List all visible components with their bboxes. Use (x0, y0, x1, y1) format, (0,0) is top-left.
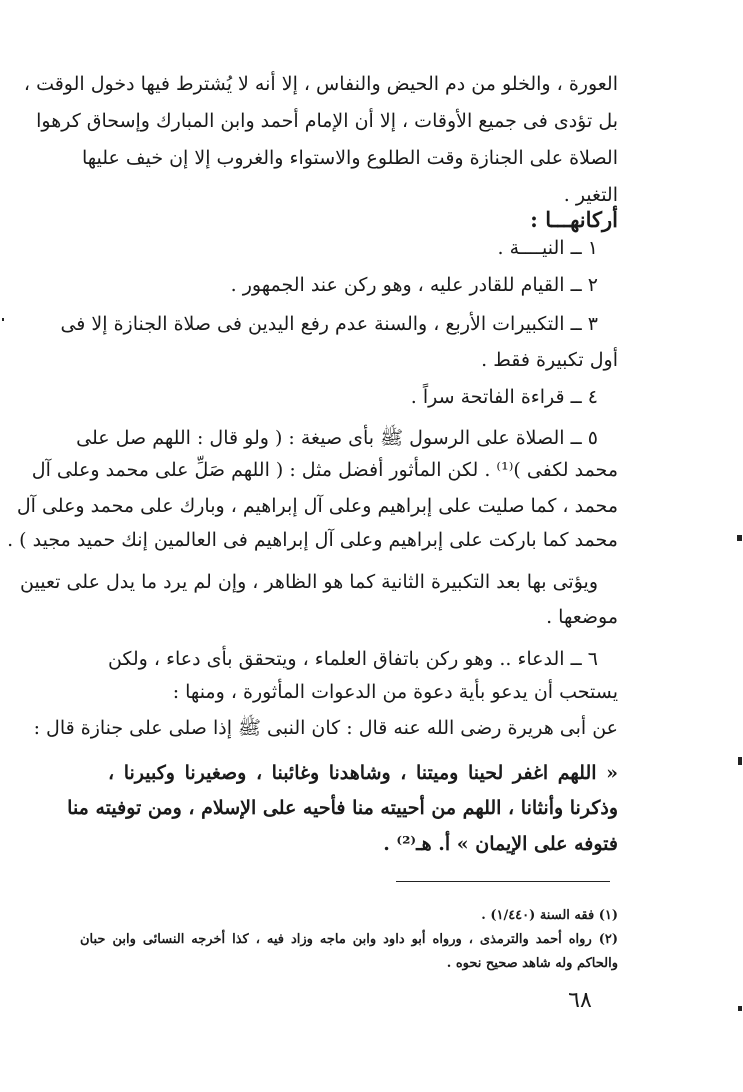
list-item: عن أبى هريرة رضى الله عنه قال : كان النبى ﷺ إذا صلى على جنازة قال : (33, 717, 618, 739)
list-item: موضعها . (546, 606, 618, 628)
scan-speck (737, 535, 742, 541)
list-item: ٤ ــ قراءة الفاتحة سراً . (410, 386, 598, 408)
section-heading: أركانهـــا : (530, 207, 618, 232)
footnote: (٢) رواه أحمد والترمذى ، ورواه أبو داود وابن ماجه وزاد فيه ، كذا أخرجه النسائى وابن حبان (80, 932, 618, 947)
footnote-divider (396, 881, 610, 882)
list-item: يستحب أن يدعو بأية دعوة من الدعوات المأثورة ، ومنها : (172, 681, 618, 703)
body-line: بل تؤدى فى جميع الأوقات ، إلا أن الإمام أحمد وابن المبارك وإسحاق كرهوا (36, 110, 618, 132)
list-item: ١ ــ النيــــة . (497, 237, 598, 259)
list-item: ويؤتى بها بعد التكبيرة الثانية كما هو الظاهر ، وإن لم يرد ما يدل على تعيين (20, 571, 598, 593)
scan-speck (738, 1006, 742, 1011)
list-item: ٦ ــ الدعاء .. وهو ركن باتفاق العلماء ، ويتحقق بأى دعاء ، ولكن (107, 648, 598, 670)
list-item: ٥ ــ الصلاة على الرسول ﷺ بأى صيغة : ( ولو قال : اللهم صل على (76, 427, 598, 449)
scan-speck (2, 318, 4, 321)
list-item: محمد كما باركت على إبراهيم وعلى آل إبراهيم فى العالمين إنك حميد مجيد ) . (7, 529, 618, 551)
list-item: ٢ ــ القيام للقادر عليه ، وهو ركن عند الجمهور . (230, 274, 598, 296)
list-item: أول تكبيرة فقط . (481, 349, 618, 371)
dua-line: فتوفه على الإيمان » أ. هـ⁽²⁾ . (383, 833, 618, 855)
list-item: محمد ، كما صليت على إبراهيم وعلى آل إبراهيم ، وبارك على محمد وعلى آل (16, 495, 618, 517)
body-line: الصلاة على الجنازة وقت الطلوع والاستواء والغروب إلا إن خيف عليها (81, 147, 618, 169)
footnote: والحاكم وله شاهد صحيح نحوه . (446, 956, 618, 971)
scan-speck (738, 757, 742, 765)
footnote: (١) فقه السنة (١/٤٤٠) . (481, 908, 618, 923)
list-item: ٣ ــ التكبيرات الأربع ، والسنة عدم رفع اليدين فى صلاة الجنازة إلا فى (60, 313, 598, 335)
dua-line: وذكرنا وأنثانا ، اللهم من أحييته منا فأحيه على الإسلام ، ومن توفيته منا (67, 797, 618, 819)
body-line: التغير . (563, 184, 618, 206)
list-item: محمد لكفى )⁽¹⁾ . لكن المأثور أفضل مثل : ( اللهم صَلِّ على محمد وعلى آل (31, 459, 618, 481)
body-line: العورة ، والخلو من دم الحيض والنفاس ، إلا أنه لا يُشترط فيها دخول الوقت ، (23, 73, 618, 95)
page-number: ٦٨ (568, 988, 592, 1013)
dua-line: « اللهم اغفر لحينا وميتنا ، وشاهدنا وغائبنا ، وصغيرنا وكبيرنا ، (108, 762, 618, 784)
